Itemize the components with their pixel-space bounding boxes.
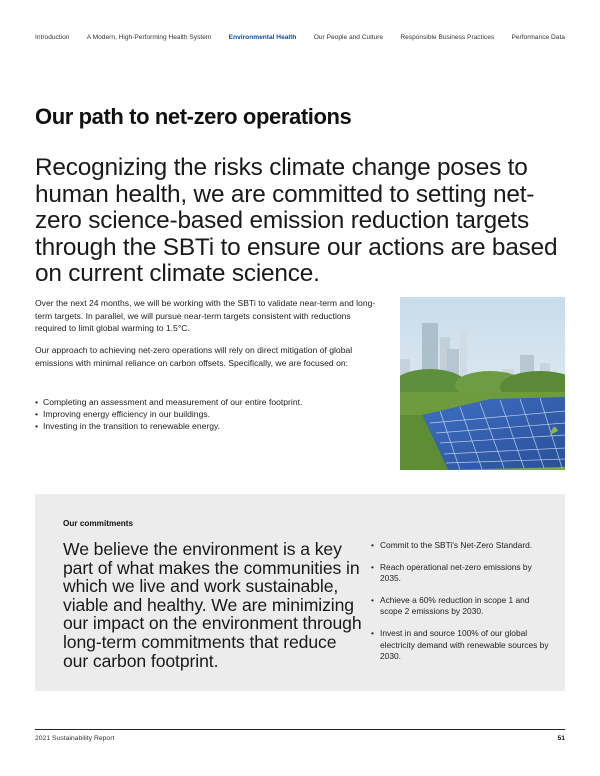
lead-statement: Recognizing the risks climate change poses to human health, we are committed to setting net-zero science-based emission reduction targets through the SBTi to ensure our actions are based on current climate science. [35, 154, 558, 287]
nav-people-culture[interactable]: Our People and Culture [313, 34, 384, 41]
page-title: Our path to net-zero operations [35, 104, 352, 129]
list-item: • Reach operational net-zero emissions by 2035. [371, 562, 551, 585]
footer-divider [35, 729, 565, 730]
page-number: 51 [557, 735, 565, 742]
paragraph-targets: Over the next 24 months, we will be working with the SBTi to validate near-term and long-term targets. In parallel, we will pursue near-term targets consistent with reductions required to limit global warming to 1.5°C. [35, 298, 376, 334]
list-item: • Achieve a 60% reduction in scope 1 and scope 2 emissions by 2030. [371, 595, 551, 618]
nav-responsible-business[interactable]: Responsible Business Practices [400, 34, 495, 41]
commitments-panel [35, 494, 565, 691]
list-item: • Improving energy efficiency in our buildings. [35, 408, 380, 420]
commitments-statement: We believe the environment is a key part of what makes the communities in which we live and work sustainable, viable and healthy. We are minimizing our impact on the environment through long-term commitments that reduce our carbon footprint. [63, 539, 362, 671]
nav-introduction[interactable]: Introduction [35, 34, 70, 41]
footer-report-title: 2021 Sustainability Report [35, 735, 115, 742]
nav-performance-data[interactable]: Performance Data [511, 34, 565, 41]
nav-health-system[interactable]: A Modern, High-Performing Health System [86, 34, 212, 41]
top-navigation [35, 34, 565, 41]
solar-panels-city-photo [400, 297, 565, 470]
list-item: • Commit to the SBTi's Net-Zero Standard. [371, 540, 551, 552]
list-item: • Invest in and source 100% of our global electricity demand with renewable sources by 2030. [371, 628, 551, 663]
nav-environmental-health[interactable]: Environmental Health [228, 34, 297, 41]
focus-list [35, 396, 380, 433]
list-item: • Completing an assessment and measurement of our entire footprint. [35, 396, 380, 408]
commitments-list [371, 540, 551, 673]
paragraph-approach: Our approach to achieving net-zero operations will rely on direct mitigation of global emissions with minimal reliance on carbon offsets. Specifically, we are focused on: [35, 345, 353, 368]
commitments-label: Our commitments [63, 519, 134, 528]
list-item: • Investing in the transition to renewable energy. [35, 420, 380, 432]
